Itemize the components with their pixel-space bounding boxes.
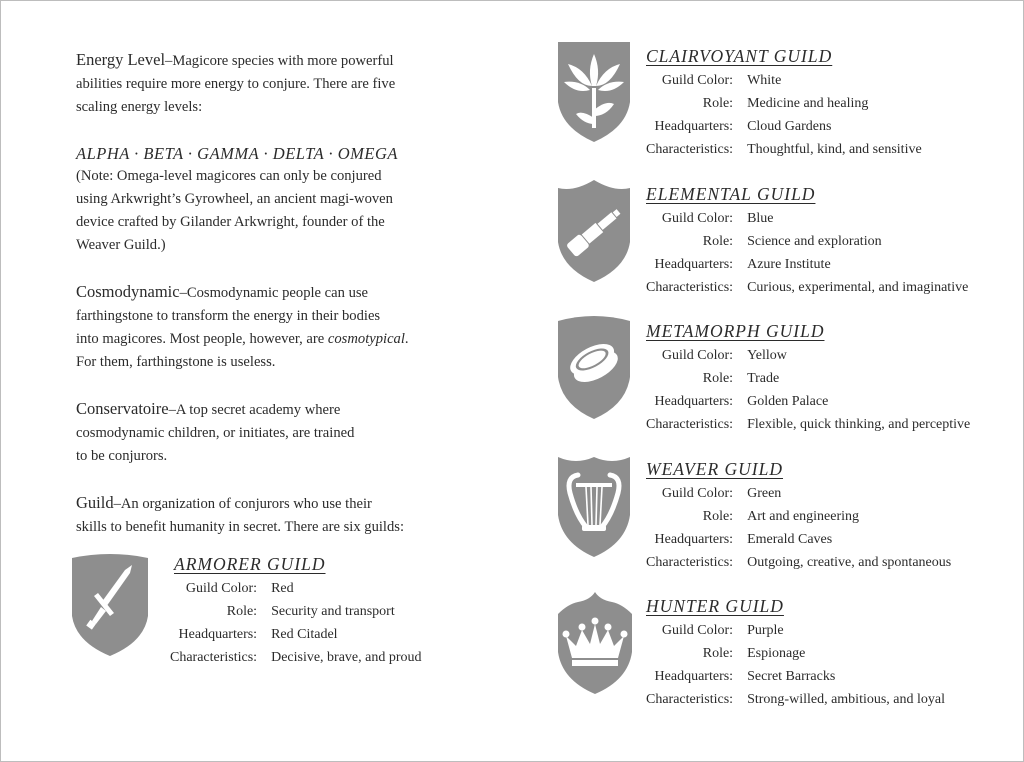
guild-hunter [556,590,996,710]
guild-title: ARMORER GUILD [174,554,326,574]
detail-row: Role: Medicine and healing [702,95,869,111]
entry-conservatoire: Conservatoire–A top secret academy where cosmodynamic children, or initiates, are trained to be conjurors. [76,399,355,464]
detail-row: Characteristics: Strong-willed, ambitious, and loyal [646,691,945,707]
guild-title: METAMORPH GUILD [646,321,825,341]
spyglass-icon [556,178,632,284]
detail-row: Role: Trade [702,370,780,386]
guild-title: ELEMENTAL GUILD [646,184,816,204]
guild-title: HUNTER GUILD [646,596,784,616]
guild-details [170,577,422,669]
detail-row: Characteristics: Flexible, quick thinking, and perceptive [646,416,971,432]
entry-energy-level: Energy Level–Magicore species with more powerful abilities require more energy to conjure. There are five scaling energy levels: [76,50,396,115]
detail-row: Role: Science and exploration [702,233,882,249]
detail-row: Characteristics: Thoughtful, kind, and sensitive [646,141,922,157]
guild-details [646,207,968,299]
entry-guild: Guild–An organization of conjurors who use their skills to benefit humanity in secret. There are six guilds: [76,493,405,535]
detail-row: Headquarters: Cloud Gardens [654,118,832,134]
sword-icon [70,552,150,658]
term-guild: Guild [76,493,114,512]
guild-elemental [556,178,996,298]
guild-weaver [556,453,996,573]
guild-clairvoyant [556,40,996,160]
detail-row: Headquarters: Emerald Caves [654,531,833,547]
guild-details [646,69,922,161]
detail-row: Headquarters: Red Citadel [178,626,338,642]
detail-row: Guild Color: Purple [661,622,784,638]
energy-levels: ALPHA · BETA · GAMMA · DELTA · OMEGA [76,144,398,163]
detail-row: Role: Espionage [702,645,806,661]
detail-row: Headquarters: Golden Palace [654,393,829,409]
coin-icon [556,315,632,421]
detail-row: Guild Color: Yellow [661,347,787,363]
guild-details [646,344,970,436]
guild-armorer [70,552,450,672]
lyre-icon [556,453,632,559]
detail-row: Guild Color: Red [185,580,294,596]
detail-row: Characteristics: Decisive, brave, and proud [170,649,422,665]
term-conservatoire: Conservatoire [76,399,169,418]
entry-cosmodynamic: Cosmodynamic–Cosmodynamic people can use farthingstone to transform the energy in their bodies into magicores. Most people, however, are cosmotypical. For them, farthingstone is useless. [76,282,409,370]
detail-row: Guild Color: Green [661,485,782,501]
guild-details [646,619,945,711]
guild-details [646,482,951,574]
detail-row: Headquarters: Azure Institute [654,256,831,272]
term-energy-level: Energy Level [76,50,166,69]
detail-row: Guild Color: White [661,72,782,88]
energy-levels-list: ALPHA · BETA · GAMMA · DELTA · OMEGA (Note: Omega-level magicores can only be conjured using Arkwright’s Gyrowheel, an ancient magi-woven device crafted by Gilander Arkwright, founder of the Weaver Guild.) [76,142,456,257]
detail-row: Role: Art and engineering [702,508,860,524]
detail-row: Headquarters: Secret Barracks [654,668,836,684]
term-cosmodynamic: Cosmodynamic [76,282,180,301]
guild-title: CLAIRVOYANT GUILD [646,46,833,66]
detail-row: Characteristics: Outgoing, creative, and spontaneous [646,554,952,570]
detail-row: Guild Color: Blue [661,210,774,226]
detail-row: Role: Security and transport [226,603,395,619]
lily-icon [556,40,632,144]
guild-metamorph [556,315,996,435]
crown-icon [556,590,634,696]
glossary-column [76,48,456,562]
detail-row: Characteristics: Curious, experimental, and imaginative [646,279,969,295]
guild-title: WEAVER GUILD [646,459,784,479]
